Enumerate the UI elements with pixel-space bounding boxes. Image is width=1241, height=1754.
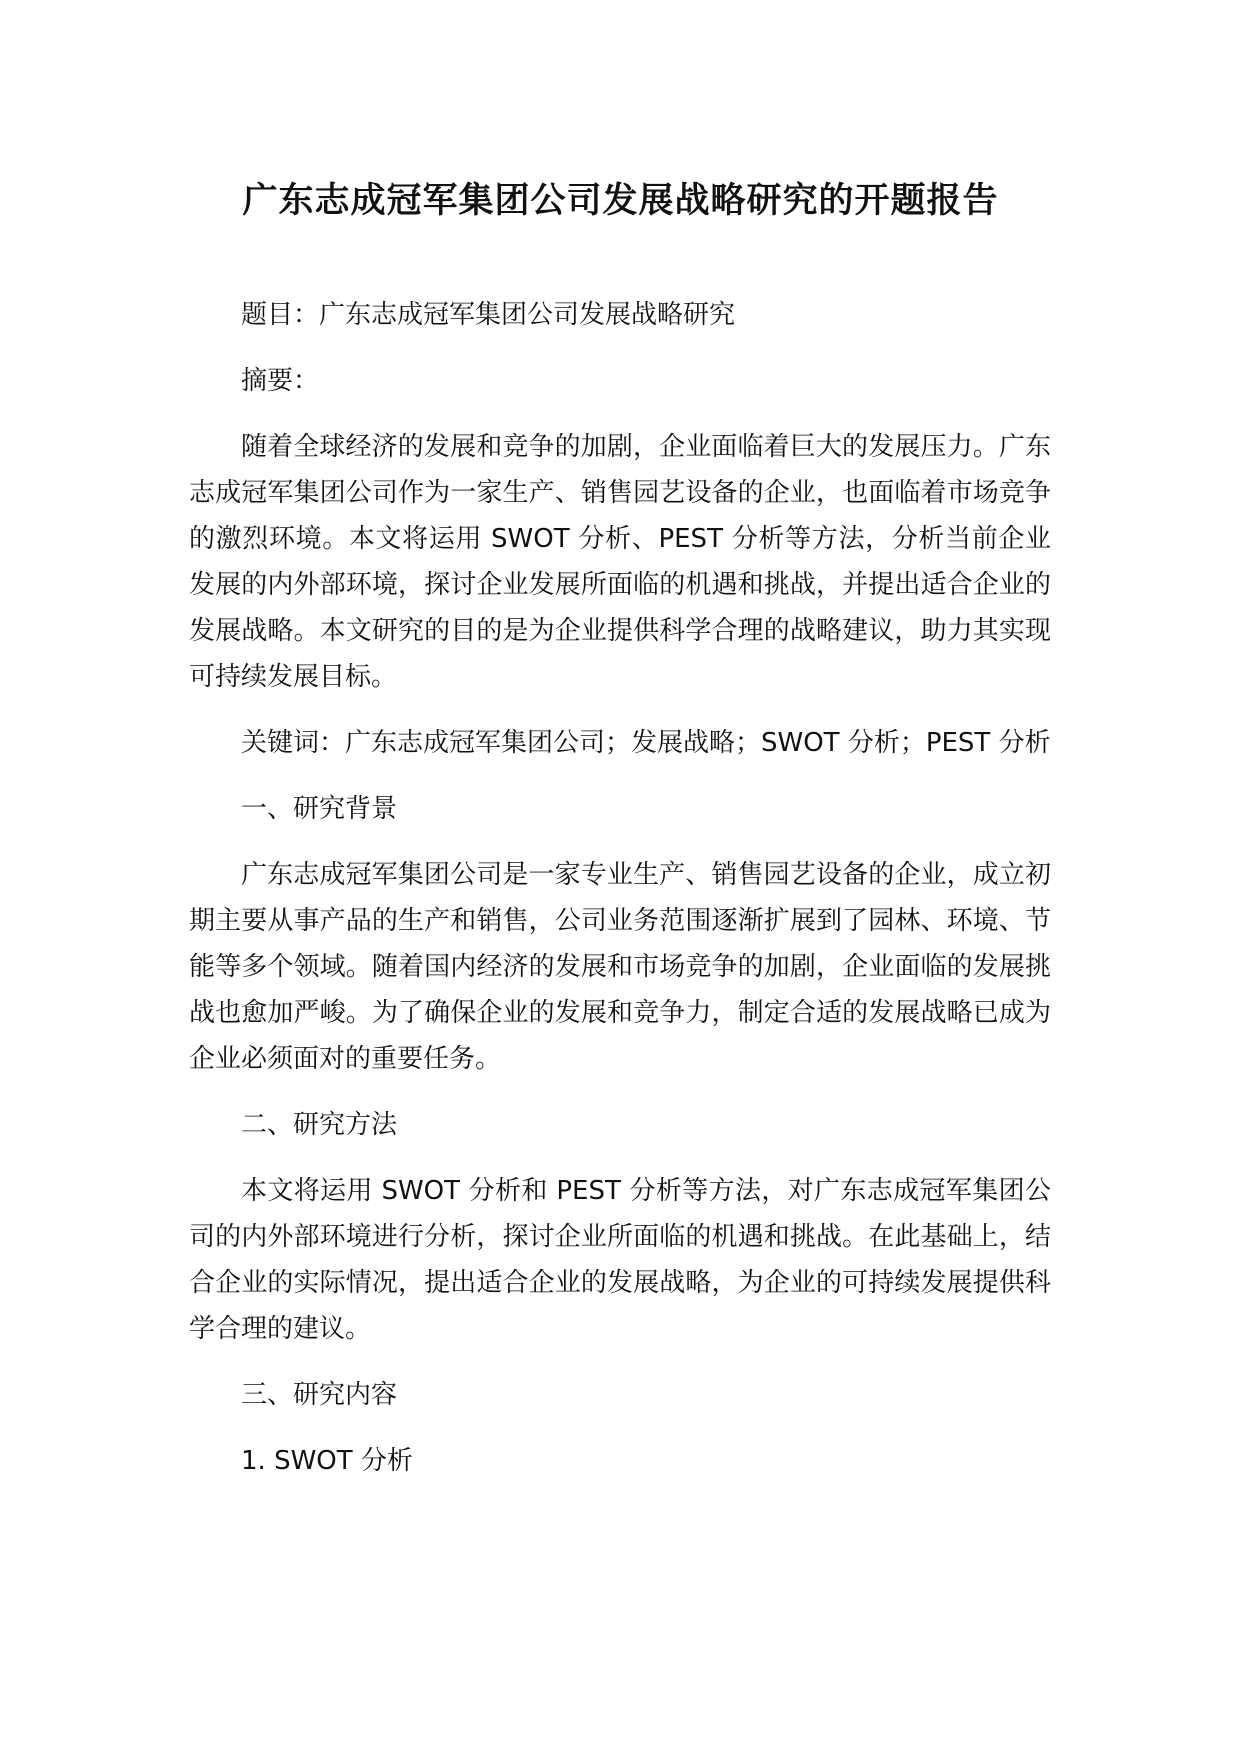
keywords-line: 关键词：广东志成冠军集团公司；发展战略；SWOT 分析；PEST 分析 <box>241 728 1051 758</box>
subsection-heading-swot: 1. SWOT 分析 <box>241 1446 413 1476</box>
abstract-label: 摘要： <box>241 366 320 396</box>
abstract-paragraph: 随着全球经济的发展和竞争的加剧，企业面临着巨大的发展压力。广东志成冠军集团公司作为一家生产、销售园艺设备的企业，也面临着市场竞争的激烈环境。本文将运用 SWOT 分析、PEST 分析等方法，分析当前企业发展的内外部环境，探讨企业发展所面临的机遇和挑战，并提出适合企业的发展战略。本文研究的目的是为企业提供科学合理的战略建议，助力其实现可持续发展目标。 <box>189 432 1051 692</box>
topic-line: 题目：广东志成冠军集团公司发展战略研究 <box>241 300 736 330</box>
document-title: 广东志成冠军集团公司发展战略研究的开题报告 <box>242 181 999 221</box>
section-heading-content: 三、研究内容 <box>241 1380 398 1410</box>
background-paragraph: 广东志成冠军集团公司是一家专业生产、销售园艺设备的企业，成立初期主要从事产品的生产和销售，公司业务范围逐渐扩展到了园林、环境、节能等多个领域。随着国内经济的发展和市场竞争的加剧，企业面临的发展挑战也愈加严峻。为了确保企业的发展和竞争力，制定合适的发展战略已成为企业必须面对的重要任务。 <box>189 860 1051 1074</box>
section-heading-method: 二、研究方法 <box>241 1110 398 1140</box>
document-body <box>189 292 1051 1504</box>
section-heading-background: 一、研究背景 <box>241 794 398 824</box>
method-paragraph: 本文将运用 SWOT 分析和 PEST 分析等方法，对广东志成冠军集团公司的内外部环境进行分析，探讨企业所面临的机遇和挑战。在此基础上，结合企业的实际情况，提出适合企业的发展战略，为企业的可持续发展提供科学合理的建议。 <box>189 1176 1051 1344</box>
